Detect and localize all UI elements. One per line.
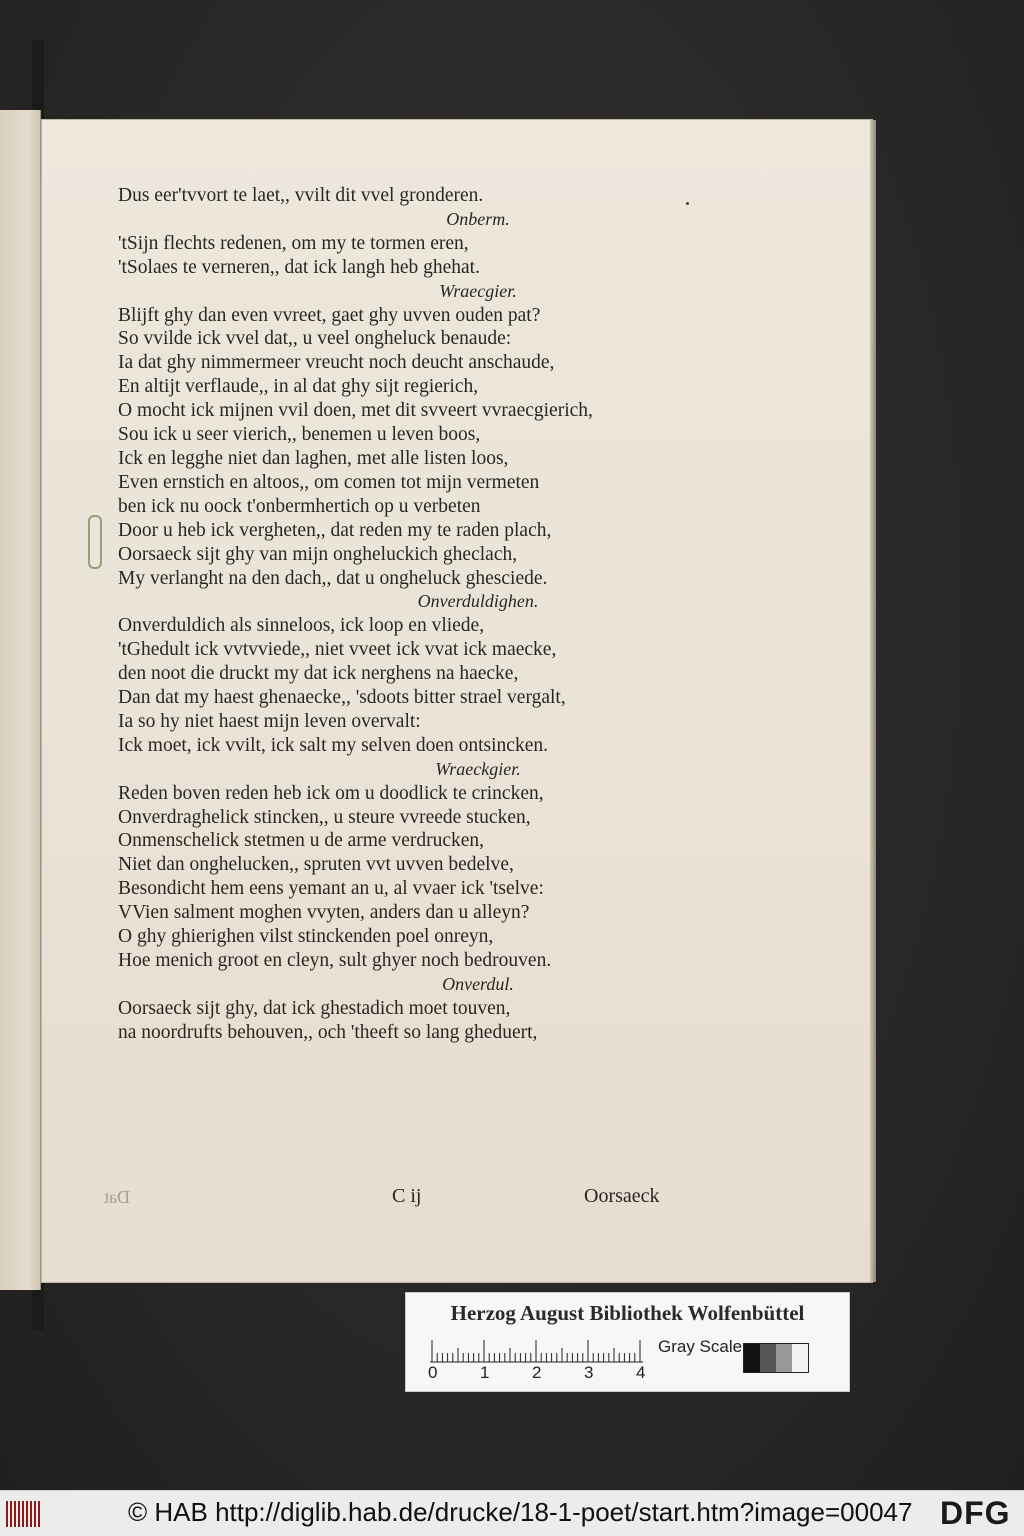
verse-line: Dus eer'tvvort te laet,, vvilt dit vvel gronderen. (118, 185, 484, 206)
verse-line: 'tSolaes te verneren,, dat ick langh heb ghehat. (118, 256, 480, 278)
verse-line: ben ick nu oock t'onbermhertich op u verbeten (118, 495, 481, 517)
verse-line: Reden boven reden heb ick om u doodlick te crincken, (118, 782, 544, 804)
gray-step (776, 1344, 792, 1372)
logo-bar (34, 1501, 36, 1527)
ruler-number: 0 (428, 1363, 438, 1382)
verse-line: Oorsaeck sijt ghy van mijn ongheluckich gheclach, (118, 543, 518, 565)
verse-line: Besondicht hem eens yemant an u, al vvaer ick 'tselve: (118, 878, 544, 900)
ruler-number: 1 (480, 1363, 490, 1382)
footer-bar (0, 1490, 1024, 1536)
gray-scale-label: Gray Scale (658, 1337, 743, 1356)
verse-line: Ia so hy niet haest mijn leven overvalt: (118, 710, 421, 732)
ruler-number: 3 (584, 1363, 594, 1382)
verse-line: na noordrufts behouven,, och 'theeft so lang gheduert, (118, 1021, 538, 1043)
gray-step (744, 1344, 760, 1372)
speaker-heading: Onberm. (446, 208, 510, 229)
card-title: Herzog August Bibliothek Wolfenbüttel (450, 1301, 805, 1325)
ruler-number: 2 (532, 1363, 542, 1382)
verse-line: Oorsaeck sijt ghy, dat ick ghestadich moet touven, (118, 997, 511, 1019)
verse-line: Onverdraghelick stincken,, u steure vvreede stucken, (118, 806, 531, 828)
facing-page-bleed (2, 290, 32, 1110)
verse-line: VVien salment moghen vvyten, anders dan u alleyn? (118, 902, 530, 924)
scale-ruler (430, 1333, 643, 1363)
library-stamp-mark (88, 515, 102, 569)
color-reference-card (405, 1292, 850, 1392)
verse-text-block (118, 184, 688, 1045)
catchword: Oorsaeck (584, 1185, 660, 1207)
facing-page-edge (0, 110, 41, 1290)
verse-line: So vvilde ick vvel dat,, u veel ongheluck benaude: (118, 328, 512, 350)
speaker-heading: Onverduldighen. (417, 591, 539, 612)
verse-line: Dan dat my haest ghenaecke,, 'sdoots bitter strael vergalt, (118, 687, 566, 709)
verse-line: den noot die druckt my dat ick nerghens na haecke, (118, 663, 519, 685)
speaker-heading: Onverdul. (442, 973, 514, 994)
verse-line: Blijft ghy dan even vvreet, gaet ghy uvven ouden pat? (118, 304, 541, 326)
verse-line: O ghy ghierighen vilst stinckenden poel onreyn, (118, 926, 494, 948)
verse-line: Onmenschelick stetmen u de arme verdrucken, (118, 830, 485, 852)
verse-line: Ia dat ghy nimmermeer vreucht noch deucht anschaude, (118, 352, 555, 374)
speaker-heading: Wraecgier. (439, 280, 517, 301)
ruler-number: 4 (636, 1363, 646, 1382)
logo-bar (10, 1501, 12, 1527)
ruler-numbers (428, 1363, 658, 1383)
logo-bar (38, 1501, 40, 1527)
verse-line: Ick en legghe niet dan laghen, met alle listen loos, (118, 447, 509, 469)
verse-line: En altijt verflaude,, in al dat ghy sijt regierich, (118, 376, 479, 398)
verse-line: O mocht ick mijnen vvil doen, met dit svveert vvraecgierich, (118, 400, 593, 422)
logo-bar (22, 1501, 24, 1527)
speaker-heading: Wraeckgier. (435, 758, 521, 779)
verse-line: Onverduldich als sinneloos, ick loop en vliede, (118, 615, 485, 637)
logo-bar (14, 1501, 16, 1527)
page-footer (42, 1183, 872, 1213)
hab-logo-icon (6, 1501, 46, 1527)
verse-line: Door u heb ick vergheten,, dat reden my te raden plach, (118, 519, 552, 541)
dfg-logo: DFG (940, 1495, 1011, 1531)
page-edge (870, 120, 876, 1282)
copyright-url[interactable]: © HAB http://diglib.hab.de/drucke/18-1-poet/start.htm?image=00047 (128, 1497, 913, 1527)
verse-line: My verlanght na den dach,, dat u ongheluck ghesciede. (118, 567, 548, 589)
verse-line: Sou ick u seer vierich,, benemen u leven boos, (118, 424, 481, 446)
logo-bar (6, 1501, 8, 1527)
gray-step (792, 1344, 808, 1372)
signature-mark: C ij (392, 1185, 422, 1207)
verse-line: Hoe menich groot en cleyn, sult ghyer noch bedrouven. (118, 950, 552, 971)
gray-step (760, 1344, 776, 1372)
verse-line: Niet dan onghelucken,, spruten vvt uvven bedelve, (118, 854, 514, 876)
ghost-catchword: Dat (104, 1187, 130, 1207)
verse-line: 'tSijn flechts redenen, om my te tormen eren, (118, 232, 469, 254)
gray-scale-strip (743, 1343, 809, 1373)
verse-line: Even ernstich en altoos,, om comen tot mijn vermeten (118, 471, 540, 493)
logo-bar (30, 1501, 32, 1527)
logo-bar (26, 1501, 28, 1527)
verse-line: 'tGhedult ick vvtvviede,, niet vveet ick vvat ick maecke, (118, 639, 557, 661)
verse-line: Ick moet, ick vvilt, ick salt my selven doen ontsincken. (118, 734, 548, 756)
logo-bar (18, 1501, 20, 1527)
